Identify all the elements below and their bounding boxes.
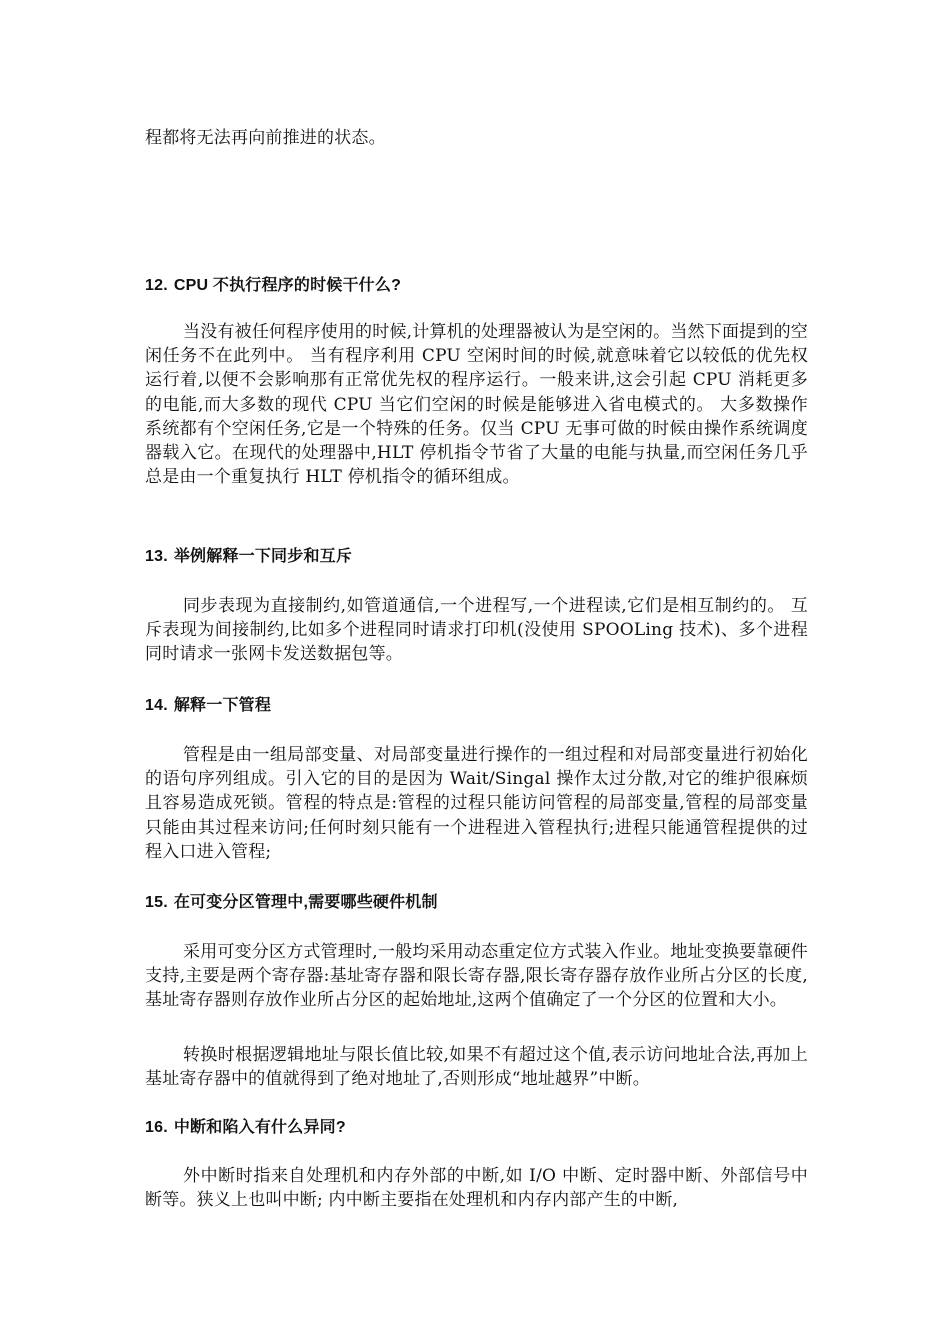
section-number: 13. bbox=[145, 548, 168, 565]
section-13-paragraph: 同步表现为直接制约,如管道通信,一个进程写,一个进程读,它们是相互制约的。 互斥表现为间接制约,比如多个进程同时请求打印机(没使用 SPOOLing 技术)、多个进程同时请求一张网卡发送数据包等。 bbox=[145, 596, 808, 665]
section-16-paragraph: 外中断时指来自处理机和内存外部的中断,如 I/O 中断、定时器中断、外部信号中断等。狭义上也叫中断; 内中断主要指在处理机和内存内部产生的中断, bbox=[145, 1166, 808, 1211]
section-title: 在可变分区管理中,需要哪些硬件机制 bbox=[173, 894, 438, 911]
section-title: CPU 不执行程序的时候干什么? bbox=[173, 277, 402, 294]
section-number: 16. bbox=[145, 1119, 168, 1136]
section-16-heading bbox=[145, 1116, 808, 1140]
section-14-heading bbox=[145, 694, 808, 718]
section-number: 15. bbox=[145, 894, 168, 911]
section-title: 解释一下管程 bbox=[173, 697, 272, 714]
section-12-paragraph: 当没有被任何程序使用的时候,计算机的处理器被认为是空闲的。当然下面提到的空闲任务不在此列中。 当有程序利用 CPU 空闲时间的时候,就意味着它以较低的优先权运行着,以便不会影响那有正常优先权的程序运行。一般来讲,这会引起 CPU 消耗更多的电能,而大多数的现代 CPU 当它们空闲的时候是能够进入省电模式的。 大多数操作系统都有个空闲任务,它是一个特殊的任务。仅当 CPU 无事可做的时候由操作系统调度器载入它。在现代的处理器中,HLT 停机指令节省了大量的电能与执量,而空闲任务几乎总是由一个重复执行 HLT 停机指令的循环组成。 bbox=[145, 322, 808, 488]
section-number: 14. bbox=[145, 697, 168, 714]
section-number: 12. bbox=[145, 277, 168, 294]
section-14-paragraph: 管程是由一组局部变量、对局部变量进行操作的一组过程和对局部变量进行初始化的语句序列组成。引入它的目的是因为 Wait/Singal 操作太过分散,对它的维护很麻烦且容易造成死锁。管程的特点是:管程的过程只能访问管程的局部变量,管程的局部变量只能由其过程来访问;任何时刻只能有一个进程进入管程执行;进程只能通管程提供的过程入口进入管程; bbox=[145, 745, 808, 862]
section-15-paragraph-2: 转换时根据逻辑地址与限长值比较,如果不有超过这个值,表示访问地址合法,再加上基址寄存器中的值就得到了绝对地址了,否则形成“地址越界”中断。 bbox=[145, 1045, 808, 1090]
section-12-heading bbox=[145, 274, 808, 298]
section-15-heading bbox=[145, 891, 808, 915]
section-15-paragraph-1: 采用可变分区方式管理时,一般均采用动态重定位方式装入作业。地址变换要靠硬件支持,主要是两个寄存器:基址寄存器和限长寄存器,限长寄存器存放作业所占分区的长度,基址寄存器则存放作业所占分区的起始地址,这两个值确定了一个分区的位置和大小。 bbox=[145, 942, 808, 1011]
section-title: 举例解释一下同步和互斥 bbox=[173, 548, 353, 565]
continuation-paragraph: 程都将无法再向前推进的状态。 bbox=[145, 128, 386, 148]
section-title: 中断和陷入有什么异同? bbox=[173, 1119, 346, 1136]
section-13-heading bbox=[145, 545, 808, 569]
